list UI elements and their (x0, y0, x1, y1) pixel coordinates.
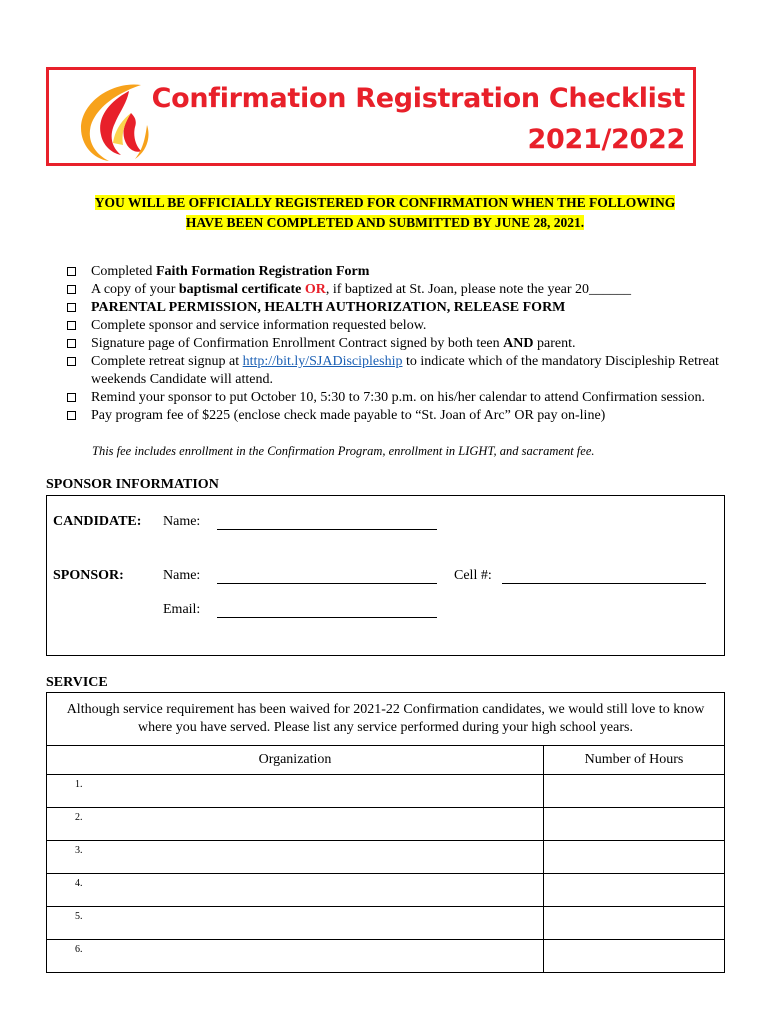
email-label: Email: (163, 602, 201, 617)
sponsor-heading: SPONSOR INFORMATION (46, 477, 219, 492)
hours-cell[interactable] (544, 808, 725, 841)
organization-cell[interactable]: 1. (47, 775, 544, 808)
item-text: A copy of your (91, 282, 179, 297)
checklist-item (67, 281, 727, 299)
title-line-1: Confirmation Registration Checklist (151, 83, 685, 114)
item-bold-text: AND (503, 336, 534, 351)
checkbox[interactable] (67, 303, 76, 312)
organization-cell[interactable]: 3. (47, 841, 544, 874)
candidate-name-label: Name: (163, 514, 201, 529)
organization-cell[interactable]: 6. (47, 940, 544, 973)
checkbox[interactable] (67, 411, 76, 420)
discipleship-link[interactable]: http://bit.ly/SJADiscipleship (242, 354, 403, 369)
sponsor-cell-field[interactable] (502, 583, 706, 584)
item-text: , if baptized at St. Joan, please note the year 20______ (325, 282, 632, 297)
checkbox[interactable] (67, 393, 76, 402)
item-text: Pay program fee of $225 (enclose check made payable to “St. Joan of Arc” OR pay on-line) (91, 408, 606, 423)
header-box (46, 67, 696, 166)
item-text: Signature page of Confirmation Enrollment Contract signed by both teen (91, 336, 504, 351)
checklist-item (67, 335, 727, 353)
checkbox[interactable] (67, 285, 76, 294)
item-bold-text: Faith Formation Registration Form (155, 264, 370, 279)
cell-label: Cell #: (454, 568, 492, 583)
table-row (47, 808, 725, 841)
checkbox[interactable] (67, 267, 76, 276)
fee-note: This fee includes enrollment in the Confirmation Program, enrollment in LIGHT, and sacrament fee. (92, 444, 595, 458)
item-text: parent. (533, 336, 576, 351)
hours-header: Number of Hours (544, 746, 725, 775)
sponsor-info-box (46, 495, 725, 656)
checklist-item (67, 299, 727, 317)
table-row (47, 907, 725, 940)
checkbox[interactable] (67, 321, 76, 330)
checklist-item (67, 389, 727, 407)
banner-line-1: YOU WILL BE OFFICIALLY REGISTERED FOR CONFIRMATION WHEN THE FOLLOWING (94, 195, 676, 210)
page-title (152, 78, 685, 160)
candidate-name-field[interactable] (217, 529, 437, 530)
table-row (47, 775, 725, 808)
table-row (47, 940, 725, 973)
checklist-item (67, 407, 727, 425)
sponsor-name-field[interactable] (217, 583, 437, 584)
organization-header: Organization (47, 746, 544, 775)
checkbox[interactable] (67, 357, 76, 366)
hours-cell[interactable] (544, 874, 725, 907)
sponsor-label: SPONSOR: (53, 568, 124, 583)
checklist-item (67, 353, 727, 389)
item-text: to indicate which of the mandatory Discipleship Retreat weekends Candidate will attend. (91, 354, 719, 387)
item-text: Complete retreat signup at (91, 354, 243, 369)
hours-cell[interactable] (544, 940, 725, 973)
sponsor-email-field[interactable] (217, 617, 437, 618)
registration-banner (0, 193, 770, 233)
item-red-text: OR (304, 282, 326, 297)
checklist-item (67, 263, 727, 281)
table-row (47, 874, 725, 907)
table-row (47, 841, 725, 874)
service-intro-text: Although service requirement has been waived for 2021-22 Confirmation candidates, we would still love to know where you have served. Please list any service performed during your high school years. (66, 702, 705, 735)
item-bold-text: baptismal certificate (178, 282, 302, 297)
service-table (46, 692, 725, 973)
hours-cell[interactable] (544, 907, 725, 940)
service-intro (47, 693, 725, 746)
organization-cell[interactable]: 5. (47, 907, 544, 940)
sponsor-name-label: Name: (163, 568, 201, 583)
organization-cell[interactable]: 2. (47, 808, 544, 841)
service-heading: SERVICE (46, 675, 108, 690)
candidate-label: CANDIDATE: (53, 514, 142, 529)
item-text: Remind your sponsor to put October 10, 5:30 to 7:30 p.m. on his/her calendar to attend Confirmation session. (91, 390, 705, 405)
item-bold-text: PARENTAL PERMISSION, HEALTH AUTHORIZATION, RELEASE FORM (91, 300, 566, 315)
banner-line-2: HAVE BEEN COMPLETED AND SUBMITTED BY JUNE 28, 2021. (185, 215, 585, 230)
hours-cell[interactable] (544, 841, 725, 874)
flame-logo-icon (71, 73, 157, 165)
checkbox[interactable] (67, 339, 76, 348)
organization-cell[interactable]: 4. (47, 874, 544, 907)
item-text: Completed (91, 264, 156, 279)
requirements-checklist (67, 263, 727, 425)
title-line-2: 2021/2022 (527, 124, 685, 155)
hours-cell[interactable] (544, 775, 725, 808)
item-text: Complete sponsor and service information requested below. (91, 318, 427, 333)
checklist-item (67, 317, 727, 335)
